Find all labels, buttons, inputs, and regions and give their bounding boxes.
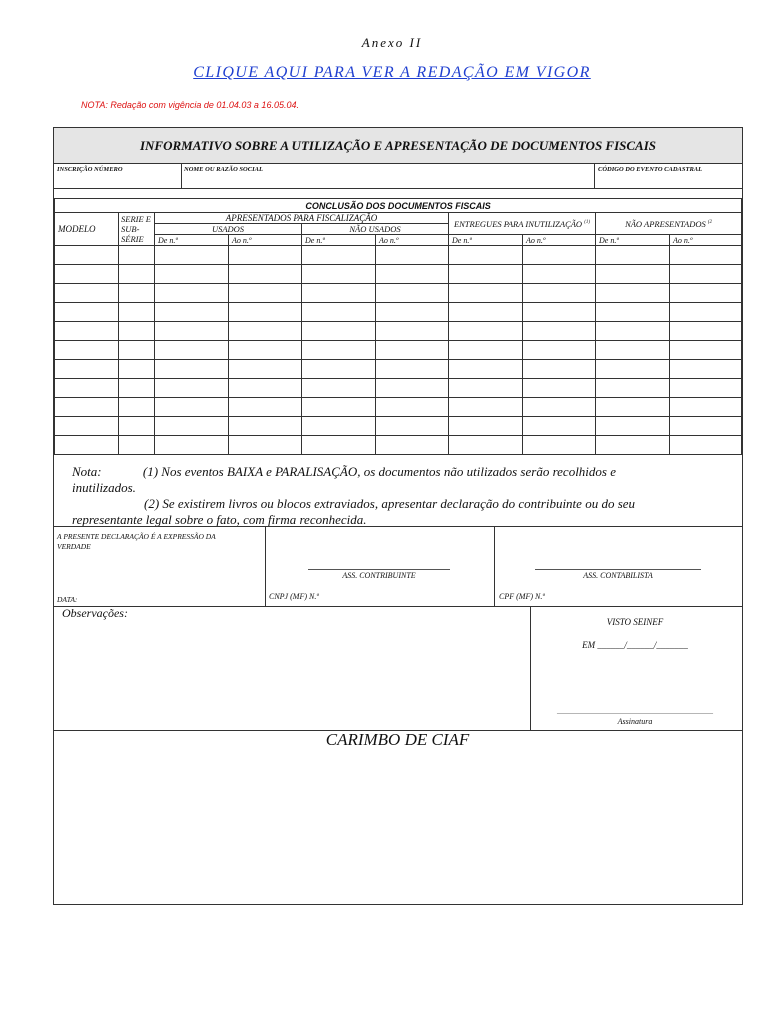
table-cell[interactable] (523, 436, 596, 455)
table-cell[interactable] (449, 398, 523, 417)
table-cell[interactable] (670, 265, 742, 284)
fiscal-documents-form (53, 127, 743, 905)
table-cell[interactable] (449, 360, 523, 379)
table-cell[interactable] (596, 398, 670, 417)
annex-title: Anexo II (361, 35, 423, 50)
table-cell[interactable] (523, 303, 596, 322)
table-cell[interactable] (229, 284, 302, 303)
inscricao-label: INSCRIÇÃO NÚMERO (57, 166, 123, 173)
table-cell[interactable] (596, 246, 670, 265)
table-cell[interactable] (670, 246, 742, 265)
assinatura-label: Assinatura (617, 717, 653, 726)
table-cell[interactable] (302, 341, 376, 360)
table-cell[interactable] (119, 265, 155, 284)
table-cell[interactable] (449, 379, 523, 398)
table-cell[interactable] (523, 379, 596, 398)
ass-contribuinte-line[interactable] (308, 569, 450, 570)
table-row (55, 379, 742, 398)
table-cell[interactable] (449, 436, 523, 455)
table-cell[interactable] (376, 417, 449, 436)
table-cell[interactable] (119, 322, 155, 341)
table-cell[interactable] (449, 322, 523, 341)
table-cell[interactable] (449, 417, 523, 436)
table-cell[interactable] (523, 398, 596, 417)
carimbo-area[interactable] (58, 753, 736, 898)
table-row (55, 303, 742, 322)
table-cell[interactable] (376, 284, 449, 303)
table-caption: CONCLUSÃO DOS DOCUMENTOS FISCAIS (55, 199, 742, 213)
table-cell[interactable] (119, 398, 155, 417)
table-row (55, 360, 742, 379)
modelo-header: MODELO (55, 213, 119, 246)
table-cell[interactable] (302, 398, 376, 417)
table-cell[interactable] (670, 379, 742, 398)
table-cell[interactable] (302, 265, 376, 284)
nota-1: (1) Nos eventos BAIXA e PARALISAÇÃO, os documentos não utilizados serão recolhidos e inutilizados. (72, 464, 616, 495)
visto-seinef: VISTO SEINEF (606, 617, 664, 627)
table-cell[interactable] (302, 303, 376, 322)
table-cell[interactable] (449, 246, 523, 265)
table-row (55, 436, 742, 455)
codigo-evento-label: CÓDIGO DO EVENTO CADASTRAL (598, 166, 703, 173)
table-cell[interactable] (155, 436, 229, 455)
table-cell[interactable] (55, 398, 119, 417)
table-cell[interactable] (55, 360, 119, 379)
ao-header: Ao n.º (229, 235, 302, 246)
table-cell[interactable] (55, 379, 119, 398)
table-cell[interactable] (523, 265, 596, 284)
table-cell[interactable] (119, 284, 155, 303)
data-label: DATA: (57, 595, 78, 604)
table-cell[interactable] (119, 417, 155, 436)
table-cell[interactable] (670, 303, 742, 322)
nota-2: (2) Se existirem livros ou blocos extraviados, apresentar declaração do contribuinte ou do seu representante legal sobre o fato, com firma reconhecida. (72, 496, 636, 527)
cpf-label: CPF (MF) N.º (499, 592, 545, 601)
table-cell[interactable] (376, 246, 449, 265)
table-cell[interactable] (670, 398, 742, 417)
table-cell[interactable] (55, 303, 119, 322)
ass-contabilista-label: ASS. CONTABILISTA (583, 571, 653, 580)
table-cell[interactable] (596, 360, 670, 379)
de-header: De n.º (449, 235, 523, 246)
table-cell[interactable] (376, 360, 449, 379)
table-cell[interactable] (119, 246, 155, 265)
table-cell[interactable] (55, 322, 119, 341)
table-cell[interactable] (596, 379, 670, 398)
table-cell[interactable] (523, 246, 596, 265)
table-cell[interactable] (523, 322, 596, 341)
serie-header: SERIE E SUB-SÉRIE (119, 213, 155, 246)
table-cell[interactable] (523, 417, 596, 436)
table-cell[interactable] (670, 417, 742, 436)
table-cell[interactable] (229, 360, 302, 379)
cnpj-label: CNPJ (MF) N.º (269, 592, 319, 601)
table-cell[interactable] (55, 246, 119, 265)
table-cell[interactable] (229, 379, 302, 398)
declaracao-text: A PRESENTE DECLARAÇÃO É A EXPRESSÃO DA VERDADE (57, 532, 216, 551)
table-cell[interactable] (119, 341, 155, 360)
nao-apresentados-header: NÃO APRESENTADOS $^{(2}$ (596, 213, 742, 235)
table-cell[interactable] (376, 265, 449, 284)
table-cell[interactable] (670, 284, 742, 303)
entregues-header: ENTREGUES PARA INUTILIZAÇÃO $^{(1)}$ (449, 213, 596, 235)
table-cell[interactable] (155, 284, 229, 303)
inscricao-field[interactable] (57, 174, 177, 186)
table-cell[interactable] (302, 246, 376, 265)
table-cell[interactable] (229, 436, 302, 455)
table-cell[interactable] (376, 341, 449, 360)
table-row (55, 322, 742, 341)
documents-table (54, 198, 742, 455)
current-version-link[interactable]: CLIQUE AQUI PARA VER A REDAÇÃO EM VIGOR (193, 64, 591, 81)
table-row (55, 398, 742, 417)
table-row (55, 284, 742, 303)
table-cell[interactable] (119, 360, 155, 379)
table-cell[interactable] (229, 341, 302, 360)
table-cell[interactable] (229, 303, 302, 322)
table-cell[interactable] (55, 265, 119, 284)
table-cell[interactable] (55, 341, 119, 360)
validity-note: NOTA: Redação com vigência de 01.04.03 a 16.05.04. (81, 100, 299, 110)
de-header: De n.º (302, 235, 376, 246)
de-header: De n.º (596, 235, 670, 246)
table-cell[interactable] (302, 417, 376, 436)
table-cell[interactable] (523, 284, 596, 303)
table-cell[interactable] (670, 436, 742, 455)
nome-label: NOME OU RAZÃO SOCIAL (184, 166, 263, 173)
table-cell[interactable] (229, 265, 302, 284)
de-header: De n.º (155, 235, 229, 246)
nome-field[interactable] (184, 174, 589, 186)
carimbo-ciaf: CARIMBO DE CIAF (325, 730, 470, 749)
ass-contabilista-line[interactable] (535, 569, 701, 570)
table-row (55, 341, 742, 360)
table-cell[interactable] (376, 303, 449, 322)
table-cell[interactable] (596, 284, 670, 303)
table-cell[interactable] (155, 341, 229, 360)
table-cell[interactable] (155, 379, 229, 398)
nota-label: Nota: (72, 464, 102, 479)
table-cell[interactable] (229, 417, 302, 436)
table-cell[interactable] (155, 265, 229, 284)
table-cell[interactable] (155, 246, 229, 265)
observacoes-field[interactable] (62, 623, 522, 723)
ao-header: Ao n.º (670, 235, 742, 246)
apresentados-header: APRESENTADOS PARA FISCALIZAÇÃO (155, 213, 449, 224)
table-cell[interactable] (229, 398, 302, 417)
table-cell[interactable] (376, 398, 449, 417)
table-cell[interactable] (119, 379, 155, 398)
assinatura-line: _______________________________________ (557, 706, 713, 715)
table-cell[interactable] (596, 417, 670, 436)
table-cell[interactable] (155, 360, 229, 379)
usados-header: USADOS (155, 224, 302, 235)
table-cell[interactable] (596, 436, 670, 455)
ass-contribuinte-label: ASS. CONTRIBUINTE (342, 571, 416, 580)
ao-header: Ao n.º (523, 235, 596, 246)
table-cell[interactable] (670, 341, 742, 360)
table-cell[interactable] (302, 379, 376, 398)
table-cell[interactable] (596, 303, 670, 322)
table-row (55, 246, 742, 265)
table-cell[interactable] (376, 436, 449, 455)
table-cell[interactable] (302, 322, 376, 341)
table-cell[interactable] (302, 360, 376, 379)
table-cell[interactable] (376, 379, 449, 398)
table-cell[interactable] (155, 322, 229, 341)
table-cell[interactable] (596, 265, 670, 284)
table-cell[interactable] (229, 246, 302, 265)
table-cell[interactable] (55, 436, 119, 455)
ao-header: Ao n.º (376, 235, 449, 246)
visto-date: EM ______/______/_______ (582, 640, 688, 650)
notes (72, 464, 682, 528)
table-cell[interactable] (55, 417, 119, 436)
table-cell[interactable] (55, 284, 119, 303)
table-cell[interactable] (119, 303, 155, 322)
table-row (55, 417, 742, 436)
table-cell[interactable] (449, 341, 523, 360)
table-cell[interactable] (302, 284, 376, 303)
table-cell[interactable] (449, 303, 523, 322)
observacoes-label: Observações: (62, 606, 128, 620)
table-cell[interactable] (449, 284, 523, 303)
codigo-evento-field[interactable] (598, 174, 738, 186)
table-cell[interactable] (523, 341, 596, 360)
table-cell[interactable] (155, 303, 229, 322)
table-cell[interactable] (670, 322, 742, 341)
table-cell[interactable] (155, 398, 229, 417)
form-title: INFORMATIVO SOBRE A UTILIZAÇÃO E APRESENTAÇÃO DE DOCUMENTOS FISCAIS (54, 128, 742, 164)
nao-usados-header: NÃO USADOS (302, 224, 449, 235)
table-cell[interactable] (523, 360, 596, 379)
table-row (55, 265, 742, 284)
table-cell[interactable] (302, 436, 376, 455)
table-cell[interactable] (229, 322, 302, 341)
table-cell[interactable] (670, 360, 742, 379)
table-cell[interactable] (596, 322, 670, 341)
table-cell[interactable] (119, 436, 155, 455)
table-cell[interactable] (596, 341, 670, 360)
table-cell[interactable] (449, 265, 523, 284)
table-cell[interactable] (155, 417, 229, 436)
table-cell[interactable] (376, 322, 449, 341)
